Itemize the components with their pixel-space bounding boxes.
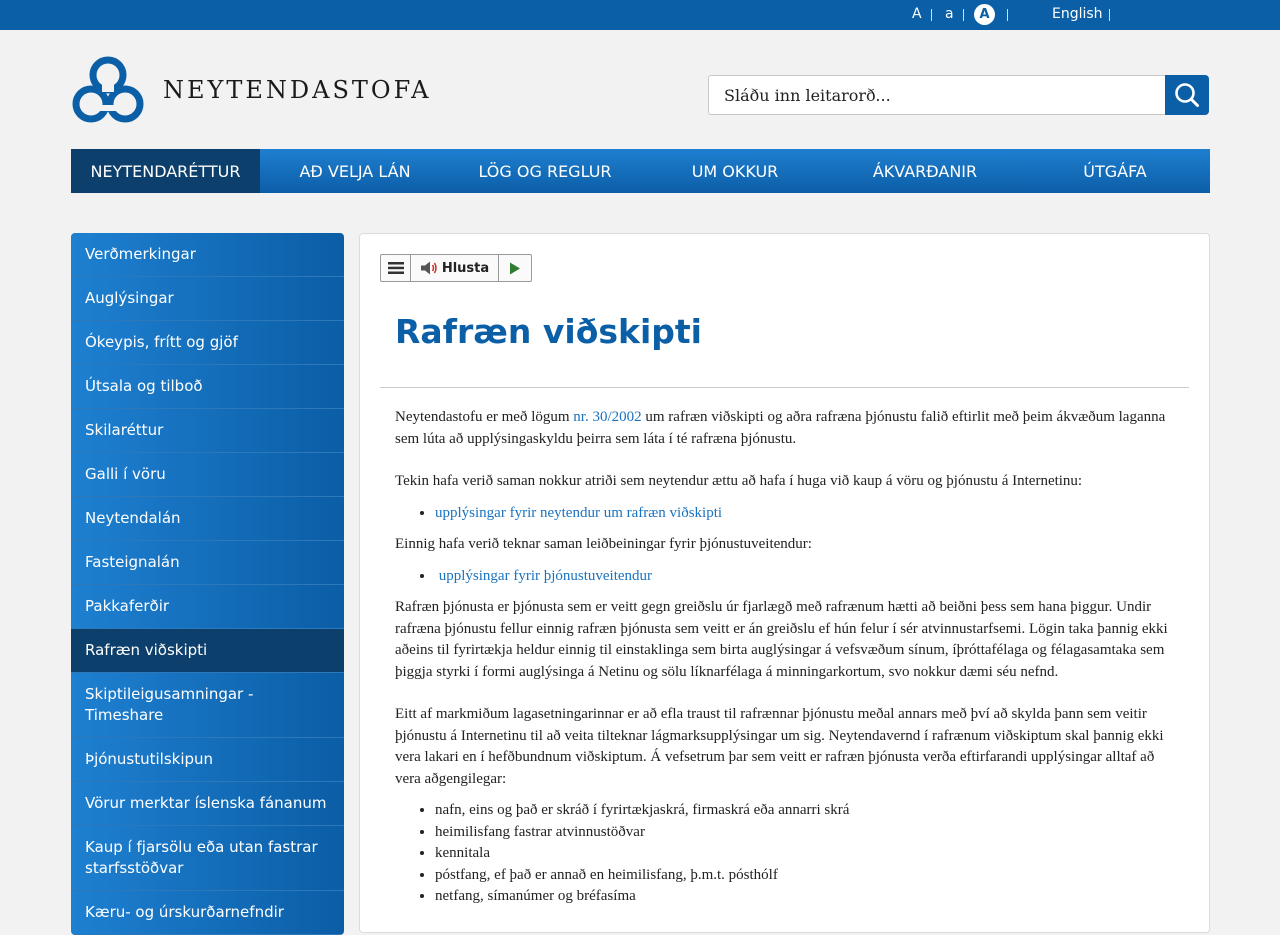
main-nav (71, 149, 1210, 193)
consumer-info-link[interactable]: upplýsingar fyrir neytendur um rafræn viðskipti (435, 504, 723, 521)
font-size-large-button[interactable]: A (974, 4, 995, 25)
sidebar-item-okeypis[interactable]: Ókeypis, frítt og gjöf (71, 321, 344, 365)
search-form (708, 75, 1209, 115)
sidebar-nav (71, 233, 344, 935)
sidebar-item-verdmerkingar[interactable]: Verðmerkingar (71, 233, 344, 277)
nav-item-um-okkur[interactable]: UM OKKUR (691, 161, 779, 181)
search-icon (1174, 82, 1200, 108)
list-item (435, 503, 1175, 525)
divider (1109, 9, 1110, 21)
play-icon (509, 262, 521, 275)
list-item: • nafn, eins og það er skráð í fyrirtækjaskrá, firmaskrá eða annarri skrá (435, 800, 1175, 822)
list-item: • netfang, símanúmer og bréfasíma (435, 886, 1175, 908)
list-item: • heimilisfang fastrar atvinnustöðvar (435, 822, 1175, 844)
language-link[interactable]: English (1052, 6, 1103, 22)
divider (931, 9, 932, 21)
search-button[interactable] (1165, 75, 1209, 115)
menu-icon (388, 262, 404, 274)
link-list (435, 566, 1175, 588)
sidebar-item-skilarettur[interactable]: Skilaréttur (71, 409, 344, 453)
nav-item-neytendarettur[interactable]: NEYTENDARÉTTUR (71, 149, 260, 193)
sidebar-item-auglysingar[interactable]: Auglýsingar (71, 277, 344, 321)
font-size-medium-button[interactable]: a (945, 6, 954, 22)
list-item: • kennitala (435, 843, 1175, 865)
list-item: • póstfang, ef það er annað en heimilisfang, þ.m.t. pósthólf (435, 865, 1175, 887)
page-title: Rafræn viðskipti (395, 312, 702, 351)
sidebar-item-kaeru-nefndir[interactable]: Kæru- og úrskurðarnefndir (71, 891, 344, 935)
nav-item-ad-velja-lan[interactable]: AÐ VELJA LÁN (299, 161, 411, 181)
main-content (359, 233, 1210, 933)
nav-item-utgafa[interactable]: ÚTGÁFA (1083, 161, 1147, 181)
sidebar-item-pakkaferdir[interactable]: Pakkaferðir (71, 585, 344, 629)
listen-label: Hlusta (441, 260, 490, 276)
site-logo[interactable] (71, 55, 432, 125)
sidebar-item-utsala[interactable]: Útsala og tilboð (71, 365, 344, 409)
paragraph: Eitt af markmiðum lagasetningarinnar er að efla traust til rafrænnar þjónustu meðal annars með því að skylda þann sem veitir þjónustu á Internetinu til að veita tilteknar lágmarksupplýsingar um sig. Neytendavernd í rafrænum viðskiptum skal þannig ekki vera lakari en í hefðbundnum viðskiptum. Á vefsetrum þar sem veitt er rafræn þjónusta verða eftirfarandi upplýsingar alltaf að vera aðgengilegar: (395, 706, 1164, 787)
speaker-icon (420, 261, 438, 275)
paragraph: Einnig hafa verið teknar saman leiðbeiningar fyrir þjónustuveitendur: (395, 536, 812, 552)
sidebar-item-kaup-i-fjarsolu[interactable]: Kaup í fjarsölu eða utan fastrar starfsstöðvar (71, 826, 344, 891)
text: um rafræn viðskipti og aðra rafræna þjónustu falið eftirlit með þeim ákvæðum laganna sem lúta að upplýsingaskyldu þeirra sem láta í té rafræna þjónustu. (395, 409, 1166, 447)
sidebar-item-neytendalan[interactable]: Neytendalán (71, 497, 344, 541)
sidebar-item-thjonustutilskipun[interactable]: Þjónustutilskipun (71, 738, 344, 782)
search-input[interactable] (708, 75, 1165, 115)
article-body (395, 407, 1175, 918)
sidebar-item-rafraen-vidskipti[interactable]: Rafræn viðskipti (71, 629, 344, 673)
font-size-small-button[interactable]: A (912, 6, 922, 22)
sidebar-item-timeshare[interactable]: Skiptileigusamningar - Timeshare (71, 673, 344, 738)
title-divider (380, 387, 1189, 388)
top-utility-bar (0, 0, 1280, 30)
divider (963, 9, 964, 21)
site-header (0, 30, 1280, 149)
paragraph: Tekin hafa verið saman nokkur atriði sem neytendur ættu að hafa í huga við kaup á vöru og þjónustu á Internetinu: (395, 473, 1083, 489)
nav-item-log-og-reglur[interactable]: LÖG OG REGLUR (478, 161, 612, 181)
link-list (435, 503, 1175, 525)
nav-item-akvardanir[interactable]: ÁKVARÐANIR (872, 161, 978, 181)
list-item (435, 566, 1175, 588)
sidebar-item-galli[interactable]: Galli í vöru (71, 453, 344, 497)
provider-info-link[interactable]: upplýsingar fyrir þjónustuveitendur (438, 567, 653, 584)
play-button[interactable] (499, 255, 531, 281)
logo-text: NEYTENDASTOFA (163, 76, 432, 104)
required-info-list (435, 800, 1175, 908)
player-menu-button[interactable] (381, 255, 411, 281)
divider (1007, 9, 1008, 21)
paragraph: Rafræn þjónusta er þjónusta sem er veitt gegn greiðslu úr fjarlægð með rafrænum hætti að beiðni þess sem hana þiggur. Undir rafræna þjónustu fellur einnig rafræn þjónusta sem veitt er án greiðslu ef hún felur í sér atvinnustarfsemi. Lögin taka þannig ekki aðeins til fyrirtækja heldur einnig til einstaklinga sem birta auglýsingar á vefsvæðum sínum, íþróttafélaga og félagasamtaka sem þiggja styrki í formi auglýsinga á Netinu og sölu líknarfélaga á minningarkortum, svo nokkur dæmi séu nefnd. (395, 599, 1168, 680)
read-aloud-player (380, 254, 532, 282)
paragraph (395, 407, 1175, 450)
listen-button[interactable] (411, 255, 499, 281)
law-link[interactable]: nr. 30/2002 (573, 409, 642, 425)
sidebar-item-vorur-merktar[interactable]: Vörur merktar íslenska fánanum (71, 782, 344, 826)
text: Neytendastofu er með lögum (395, 409, 574, 425)
logo-icon (71, 55, 145, 125)
sidebar-item-fasteignalan[interactable]: Fasteignalán (71, 541, 344, 585)
